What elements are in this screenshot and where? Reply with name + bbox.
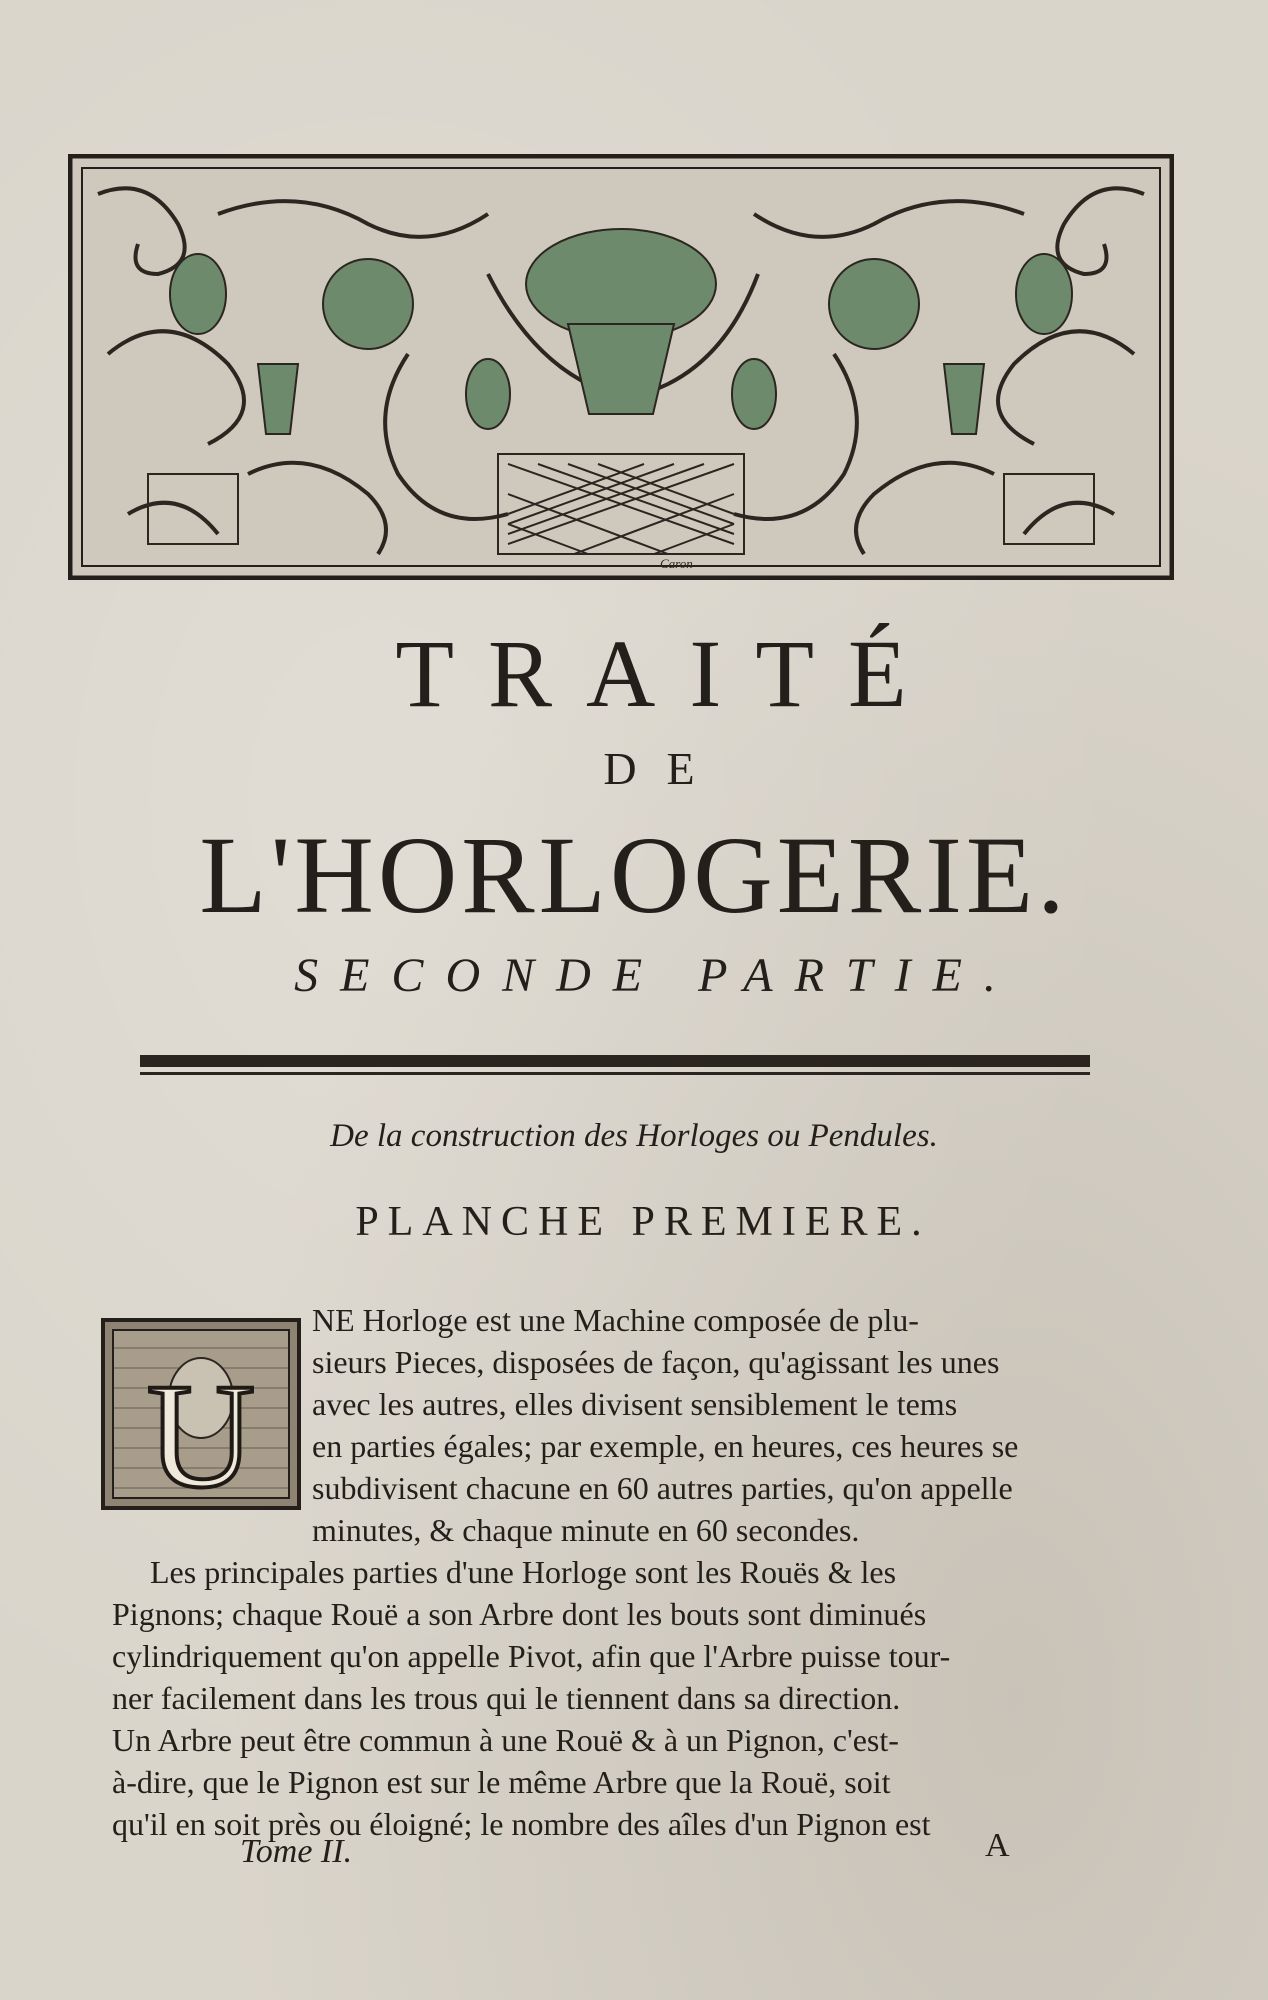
title-traite: TRAITÉ <box>395 620 941 727</box>
body-line: Un Arbre peut être commun à une Rouë & à un Pignon, c'est- <box>112 1722 899 1758</box>
body-line: minutes, & chaque minute en 60 secondes. <box>312 1512 860 1548</box>
title-rule <box>140 1053 1090 1079</box>
title-de: DE <box>603 743 725 794</box>
drop-cap-letter: U <box>146 1353 256 1510</box>
title-seconde-partie: SECONDE PARTIE. <box>294 949 1018 1002</box>
body-line: en parties égales; par exemple, en heures, ces heures se <box>312 1428 1019 1464</box>
body-line: qu'il en soit près ou éloigné; le nombre des aîles d'un Pignon est <box>112 1806 931 1842</box>
title-horlogerie: L'HORLOGERIE. <box>199 814 1069 936</box>
section-heading: De la construction des Horloges ou Pendules. <box>330 1118 938 1154</box>
volume-footer: Tome II. <box>240 1833 353 1870</box>
drop-cap-u <box>101 1318 301 1510</box>
body-line: NE Horloge est une Machine composée de plu- <box>312 1302 919 1338</box>
body-line: ner facilement dans les trous qui le tiennent dans sa direction. <box>112 1680 901 1716</box>
body-line: subdivisent chacune en 60 autres parties, qu'on appelle <box>312 1470 1013 1506</box>
body-line: Pignons; chaque Rouë a son Arbre dont les bouts sont diminués <box>112 1596 927 1632</box>
body-line: cylindriquement qu'on appelle Pivot, afin que l'Arbre puisse tour- <box>112 1638 951 1674</box>
plate-heading: PLANCHE PREMIERE. <box>355 1199 931 1245</box>
ornamental-headpiece <box>68 154 1174 580</box>
body-line: Les principales parties d'une Horloge sont les Rouës & les <box>150 1554 897 1590</box>
body-line: à-dire, que le Pignon est sur le même Arbre que la Rouë, soit <box>112 1764 891 1800</box>
signature-mark: A <box>985 1827 1010 1864</box>
body-line: avec les autres, elles divisent sensiblement le tems <box>312 1386 958 1422</box>
body-line: sieurs Pieces, disposées de façon, qu'agissant les unes <box>312 1344 1000 1380</box>
headpiece-signature: Caron <box>660 556 693 571</box>
